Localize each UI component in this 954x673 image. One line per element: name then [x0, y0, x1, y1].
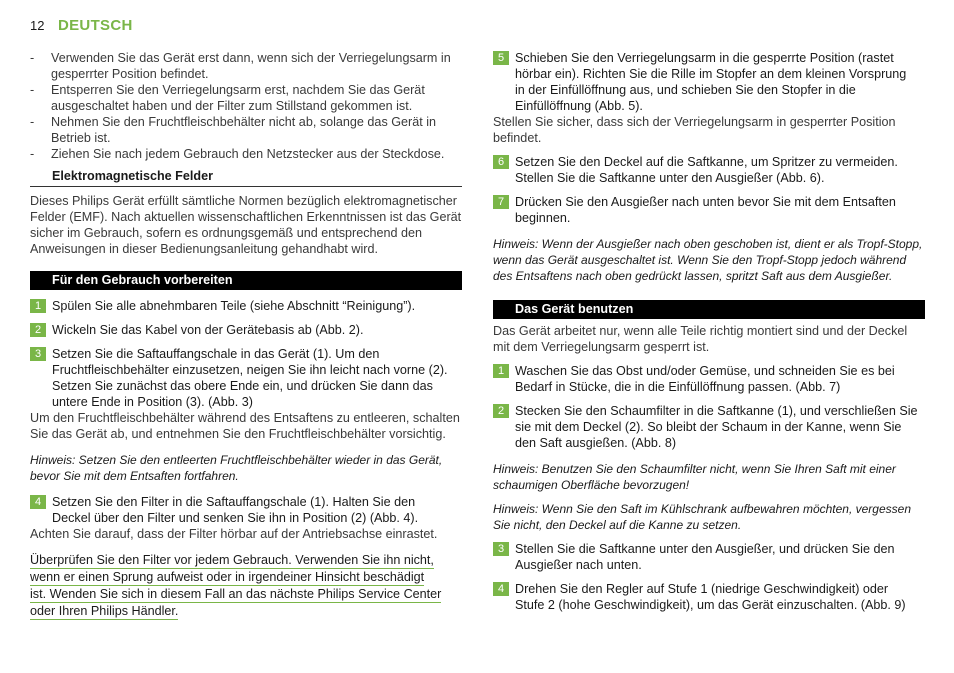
bullet-line: Verwenden Sie das Gerät erst dann, wenn sich der Verriegelungsarm in [51, 51, 451, 65]
bullet-line: ausgeschaltet haben und der Filter zum Stillstand gekommen ist. [51, 99, 413, 113]
text-line: Hinweis: Setzen Sie den entleerten Fruchtfleischbehälter wieder in das Gerät, [30, 453, 443, 467]
note-foam-filter [493, 461, 925, 493]
warning-line: ist. Wenden Sie sich in diesem Fall an das nächste Philips Service Center [30, 587, 442, 601]
step-number-badge: 3 [30, 347, 46, 361]
warning-line: Überprüfen Sie den Filter vor jedem Gebrauch. Verwenden Sie ihn nicht, [30, 553, 434, 567]
text-line: des Entsaftens nach oben gedrückt lassen, spritzt Saft aus dem Ausgießer. [493, 269, 893, 283]
bullet-line: Nehmen Sie den Fruchtfleischbehälter nicht ab, solange das Gerät in [51, 115, 437, 129]
text-line: untere Ende in Position (3). (Abb. 3) [52, 395, 253, 409]
text-line: Drücken Sie den Ausgießer nach unten bevor Sie mit dem Entsaften [515, 195, 896, 209]
text-line: Ausgießer nach unten. [515, 558, 642, 572]
text-line: sie mit dem Deckel (2). So bleibt der Schaum in der Kanne, wenn Sie [515, 420, 902, 434]
text-line: hörbar ein). Richten Sie die Rille im Stopfer an dem kleinen Vorsprung [515, 67, 907, 81]
step-number-badge: 2 [30, 323, 46, 337]
page-number: 12 [30, 18, 45, 33]
bullet-item: - Entsperren Sie den Verriegelungsarm erst, nachdem Sie das Gerät ausgeschaltet haben und der Filter zum Stillstand gekommen ist. [30, 82, 462, 114]
prep-section-heading: Für den Gebrauch vorbereiten [30, 271, 462, 290]
text-line: Sie das Gerät ab, und entnehmen Sie den Fruchtfleischbehälter vorsichtig. [30, 427, 446, 441]
right-column [493, 50, 925, 613]
text-line: Setzen Sie den Filter in die Saftauffangschale (1). Halten Sie den [52, 495, 416, 509]
text-line: Setzen Sie die Saftauffangschale in das Gerät (1). Um den [52, 347, 380, 361]
text-line: den Saft ausgießen. (Abb. 8) [515, 436, 677, 450]
use-section-heading: Das Gerät benutzen [493, 300, 925, 319]
prep-step-6 [493, 154, 925, 186]
prep-step-7 [493, 194, 925, 226]
warning-line: wenn er einen Sprung aufweist oder in irgendeiner Hinsicht beschädigt [30, 570, 425, 584]
step-number-badge: 3 [493, 542, 509, 556]
text-line: bevor Sie mit dem Entsaften fortfahren. [30, 469, 239, 483]
text-line: wenn das Gerät ausgeschaltet ist. Wenn Sie den Tropf-Stopp jedoch während [493, 253, 907, 267]
text-line: Bedarf in Stücke, die in die Einfüllöffnung passen. (Abb. 7) [515, 380, 841, 394]
text-line: Achten Sie darauf, dass der Filter hörbar auf der Antriebsachse einrastet. [30, 527, 438, 541]
step5-followup [493, 114, 925, 146]
text-line: befindet. [493, 131, 542, 145]
prep-step-1 [30, 298, 462, 314]
text-line: Das Gerät arbeitet nur, wenn alle Teile richtig montiert sind und der Deckel [493, 324, 908, 338]
text-line: Dieses Philips Gerät erfüllt sämtliche Normen bezüglich elektromagnetischer [30, 194, 457, 208]
filter-warning [30, 552, 462, 620]
text-line: Einfüllöffnung (Abb. 5). [515, 99, 643, 113]
text-line: Stellen Sie die Saftkanne unter den Ausgießer, und drücken Sie den [515, 542, 895, 556]
left-column [30, 50, 462, 620]
text-line: Fruchtfleischbehälter einzusetzen, neigen Sie ihn leicht nach vorne (2). [52, 363, 448, 377]
step-number-badge: 7 [493, 195, 509, 209]
text-line: Hinweis: Wenn Sie den Saft im Kühlschrank aufbewahren möchten, vergessen [493, 502, 912, 516]
text-line: schaumigen Oberfläche bevorzugen! [493, 478, 690, 492]
step-number-badge: 1 [493, 364, 509, 378]
text-line: Anweisungen in dieser Bedienungsanleitung gehandhabt wird. [30, 242, 378, 256]
prep-step-2 [30, 322, 462, 338]
step-number-badge: 5 [493, 51, 509, 65]
text-line: Stellen Sie die Saftkanne unter den Ausgießer (Abb. 6). [515, 171, 825, 185]
text-line: Um den Fruchtfleischbehälter während des Entsaftens zu entleeren, schalten [30, 411, 460, 425]
text-line: Wickeln Sie das Kabel von der Gerätebasis ab (Abb. 2). [52, 323, 364, 337]
step-number-badge: 1 [30, 299, 46, 313]
text-line: Schieben Sie den Verriegelungsarm in die gesperrte Position (rastet [515, 51, 894, 65]
text-line: Stellen Sie sicher, dass sich der Verriegelungsarm in gesperrter Position [493, 115, 896, 129]
text-line: Setzen Sie zunächst das obere Ende ein, und drücken Sie dann das [52, 379, 433, 393]
language-heading: DEUTSCH [58, 17, 133, 34]
use-step-4 [493, 581, 925, 613]
warning-line: oder Ihren Philips Händler. [30, 604, 179, 618]
text-line: Setzen Sie den Deckel auf die Saftkanne, um Spritzer zu vermeiden. [515, 155, 898, 169]
step-number-badge: 2 [493, 404, 509, 418]
use-step-2 [493, 403, 925, 451]
bullet-line: Betrieb ist. [51, 131, 111, 145]
step-number-badge: 4 [493, 582, 509, 596]
use-step-3 [493, 541, 925, 573]
bullet-line: Ziehen Sie nach jedem Gebrauch den Netzstecker aus der Steckdose. [51, 147, 445, 161]
bullet-item: - Nehmen Sie den Fruchtfleischbehälter nicht ab, solange das Gerät in Betrieb ist. [30, 114, 462, 146]
note-drip-stop [493, 236, 925, 284]
text-line: Sie nicht, den Deckel auf die Kanne zu setzen. [493, 518, 742, 532]
emf-heading: Elektromagnetische Felder [30, 168, 462, 187]
text-line: sicher im Gebrauch, sofern es ordnungsgemäß und entsprechend den [30, 226, 423, 240]
safety-bullet-list [30, 50, 462, 162]
text-line: Hinweis: Benutzen Sie den Schaumfilter nicht, wenn Sie Ihren Saft mit einer [493, 462, 896, 476]
text-line: mit dem Verriegelungsarm gesperrt ist. [493, 340, 710, 354]
note-refrigerator [493, 501, 925, 533]
text-line: Spülen Sie alle abnehmbaren Teile (siehe Abschnitt “Reinigung”). [52, 299, 416, 313]
text-line: beginnen. [515, 211, 571, 225]
step-number-badge: 4 [30, 495, 46, 509]
prep-step-5 [493, 50, 925, 114]
bullet-item: - Verwenden Sie das Gerät erst dann, wenn sich der Verriegelungsarm in gesperrter Position befindet. [30, 50, 462, 82]
bullet-line: gesperrter Position befindet. [51, 67, 209, 81]
prep-step-4 [30, 494, 462, 526]
note-emptied-container [30, 452, 462, 484]
text-line: Stufe 2 (hohe Geschwindigkeit), um das Gerät einzuschalten. (Abb. 9) [515, 598, 906, 612]
step3-followup [30, 410, 462, 442]
text-line: Deckel über den Filter und senken Sie ihn in Position (2) (Abb. 4). [52, 511, 419, 525]
bullet-item: - Ziehen Sie nach jedem Gebrauch den Netzstecker aus der Steckdose. [30, 146, 462, 162]
text-line: in der Einfüllöffnung aus, und schieben Sie den Stopfer in die [515, 83, 856, 97]
text-line: Waschen Sie das Obst und/oder Gemüse, und schneiden Sie es bei [515, 364, 895, 378]
emf-paragraph [30, 193, 462, 257]
text-line: Felder (EMF). Nach aktuellen wissenschaftlichen Erkenntnissen ist das Gerät [30, 210, 462, 224]
step4-followup [30, 526, 462, 542]
use-step-1 [493, 363, 925, 395]
prep-step-3 [30, 346, 462, 410]
bullet-line: Entsperren Sie den Verriegelungsarm erst, nachdem Sie das Gerät [51, 83, 425, 97]
text-line: Stecken Sie den Schaumfilter in die Saftkanne (1), und verschließen Sie [515, 404, 918, 418]
use-intro [493, 323, 925, 355]
text-line: Drehen Sie den Regler auf Stufe 1 (niedrige Geschwindigkeit) oder [515, 582, 889, 596]
step-number-badge: 6 [493, 155, 509, 169]
text-line: Hinweis: Wenn der Ausgießer nach oben geschoben ist, dient er als Tropf-Stopp, [493, 237, 923, 251]
